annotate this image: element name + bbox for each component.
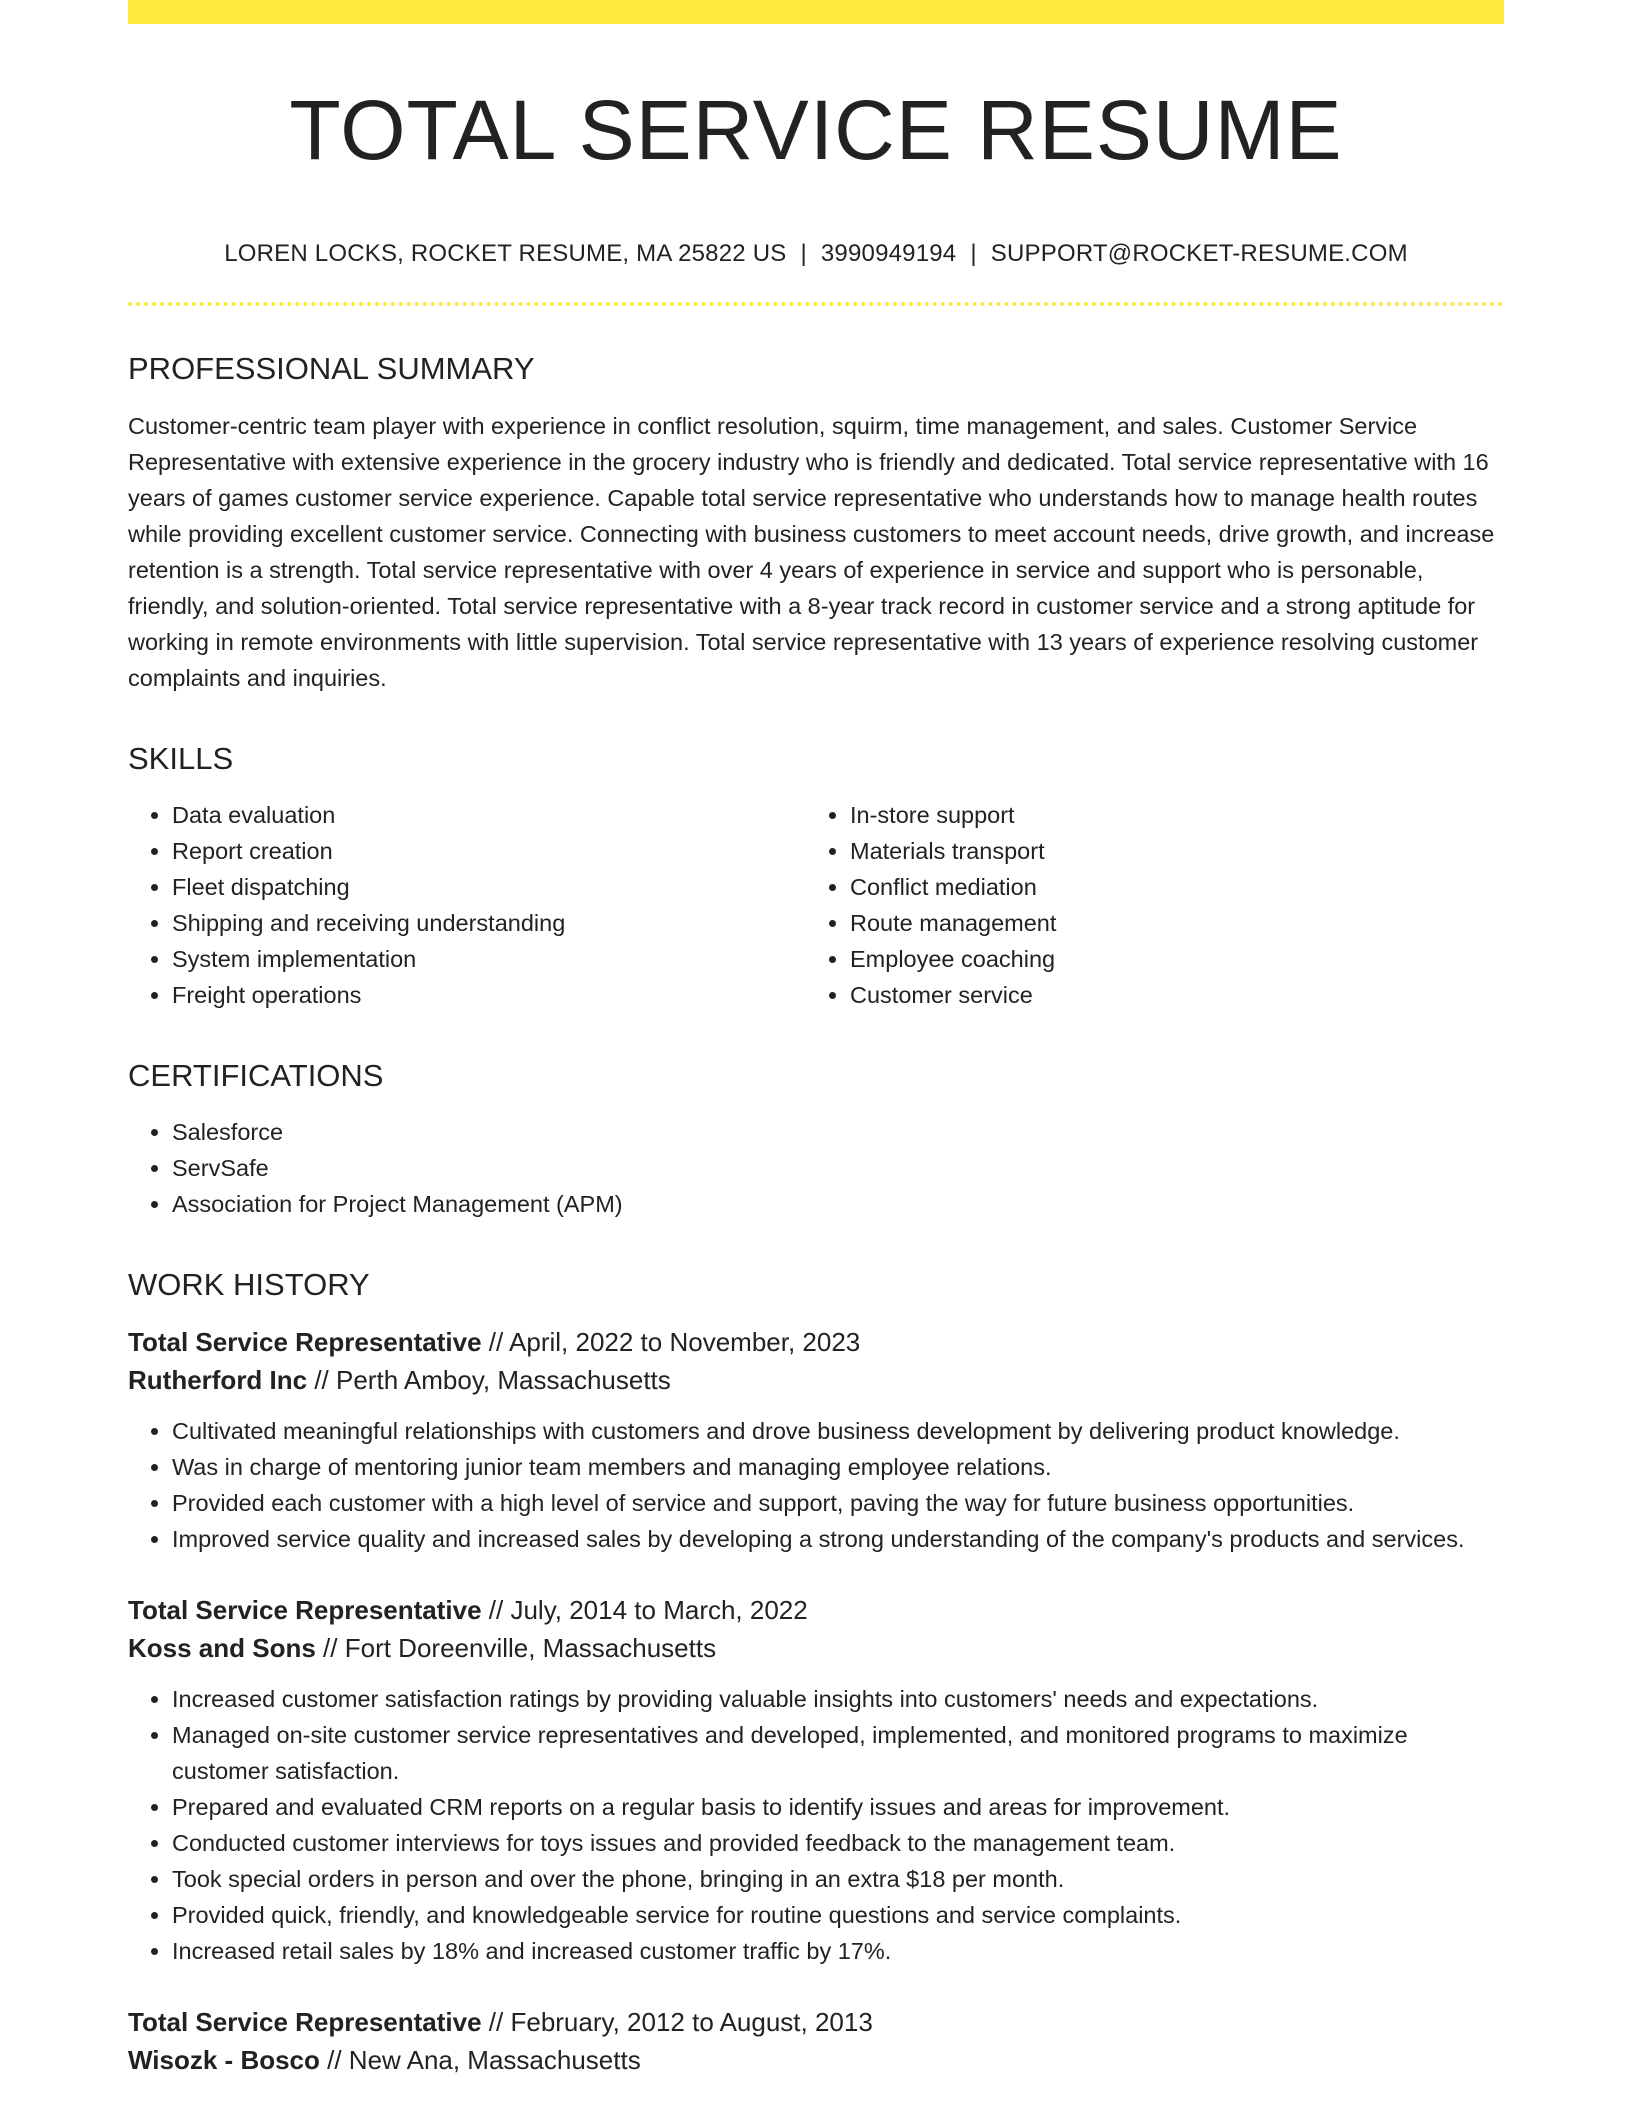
job-entry (128, 1591, 1504, 1969)
job-bullet: • Improved service quality and increased sales by developing a strong understanding of the company's products and services. (172, 1521, 1504, 1557)
job-title: Total Service Representative (128, 1327, 482, 1358)
skill-item: • Materials transport (850, 833, 1484, 869)
certifications-heading: CERTIFICATIONS (128, 1057, 384, 1093)
contact-separator: | (800, 240, 807, 268)
job-bullet: • Conducted customer interviews for toys issues and provided feedback to the management team. (172, 1825, 1504, 1861)
certifications-list (128, 1114, 1504, 1222)
skill-item: • Route management (850, 905, 1484, 941)
job-bullet: • Provided quick, friendly, and knowledgeable service for routine questions and service complaints. (172, 1897, 1504, 1933)
certification-item: • ServSafe (172, 1150, 1504, 1186)
job-title: Total Service Representative (128, 1595, 482, 1626)
skills-grid (128, 797, 1504, 1013)
job-title-line (128, 1323, 1504, 1361)
dotted-divider (128, 302, 1504, 306)
job-title: Total Service Representative (128, 2007, 482, 2038)
contact-address: LOREN LOCKS, ROCKET RESUME, MA 25822 US (224, 240, 787, 268)
job-dates: // July, 2014 to March, 2022 (481, 1595, 808, 1626)
job-company-line (128, 2041, 1504, 2079)
skills-list-right (806, 797, 1484, 1013)
work-history-heading: WORK HISTORY (128, 1266, 370, 1302)
skills-heading: SKILLS (128, 740, 234, 776)
skills-column-left (128, 797, 806, 1013)
summary-text: Customer-centric team player with experience in conflict resolution, squirm, time management, and sales. Customer Service Representative with extensive experience in the grocery industry who is friendly and dedicated. Total service representative with 16 years of games customer service experience. Capable total service representative who understands how to manage health routes while providing excellent customer service. Connecting with business customers to meet account needs, drive growth, and increase retention is a strength. Total service representative with over 4 years of experience in service and support who is personable, friendly, and solution-oriented. Total service representative with a 8-year track record in customer service and a strong aptitude for working in remote environments with little supervision. Total service representative with 13 years of experience resolving customer complaints and inquiries. (128, 412, 1495, 691)
job-bullet: • Took special orders in person and over the phone, bringing in an extra $18 per month. (172, 1861, 1504, 1897)
job-bullet: • Was in charge of mentoring junior team members and managing employee relations. (172, 1449, 1504, 1485)
job-company: Wisozk - Bosco (128, 2045, 320, 2076)
job-entry (128, 2003, 1504, 2079)
skills-column-right (806, 797, 1484, 1013)
job-location: // New Ana, Massachusetts (319, 2045, 641, 2076)
skill-item: • System implementation (172, 941, 806, 977)
skill-item: • Fleet dispatching (172, 869, 806, 905)
job-entry (128, 1323, 1504, 1557)
certification-item: • Association for Project Management (APM) (172, 1186, 1504, 1222)
skill-item: • Conflict mediation (850, 869, 1484, 905)
contact-separator: | (970, 240, 977, 268)
job-company-line (128, 1629, 1504, 1667)
job-bullet: • Increased customer satisfaction ratings by providing valuable insights into customers' needs and expectations. (172, 1681, 1504, 1717)
job-bullet: • Cultivated meaningful relationships with customers and drove business development by delivering product knowledge. (172, 1413, 1504, 1449)
job-location: // Perth Amboy, Massachusetts (307, 1365, 671, 1396)
job-location: // Fort Doreenville, Massachusetts (315, 1633, 717, 1664)
contact-email: SUPPORT@ROCKET-RESUME.COM (990, 240, 1408, 268)
skills-list-left (128, 797, 806, 1013)
certification-item: • Salesforce (172, 1114, 1504, 1150)
job-bullets (128, 1681, 1504, 1969)
skill-item: • Data evaluation (172, 797, 806, 833)
contact-phone: 3990949194 (820, 240, 957, 268)
job-company: Koss and Sons (128, 1633, 316, 1664)
job-title-line (128, 2003, 1504, 2041)
contact-line (128, 240, 1504, 268)
summary-heading: PROFESSIONAL SUMMARY (128, 351, 535, 387)
job-bullets (128, 1413, 1504, 1557)
skill-item: • Shipping and receiving understanding (172, 905, 806, 941)
job-dates: // February, 2012 to August, 2013 (481, 2007, 873, 2038)
job-company: Rutherford Inc (128, 1365, 308, 1396)
job-bullet: • Prepared and evaluated CRM reports on a regular basis to identify issues and areas for improvement. (172, 1789, 1504, 1825)
skill-item: • Customer service (850, 977, 1484, 1013)
resume-page (128, 0, 1504, 2079)
job-bullet: • Managed on-site customer service representatives and developed, implemented, and monitored programs to maximize customer satisfaction. (172, 1717, 1504, 1789)
job-dates: // April, 2022 to November, 2023 (481, 1327, 861, 1358)
skill-item: • Report creation (172, 833, 806, 869)
top-accent-bar (128, 0, 1504, 24)
job-title-line (128, 1591, 1504, 1629)
skill-item: • In-store support (850, 797, 1484, 833)
job-company-line (128, 1361, 1504, 1399)
skill-item: • Freight operations (172, 977, 806, 1013)
job-bullet: • Provided each customer with a high level of service and support, paving the way for future business opportunities. (172, 1485, 1504, 1521)
job-bullet: • Increased retail sales by 18% and increased customer traffic by 17%. (172, 1933, 1504, 1969)
skill-item: • Employee coaching (850, 941, 1484, 977)
resume-title: TOTAL SERVICE RESUME (289, 83, 1343, 177)
